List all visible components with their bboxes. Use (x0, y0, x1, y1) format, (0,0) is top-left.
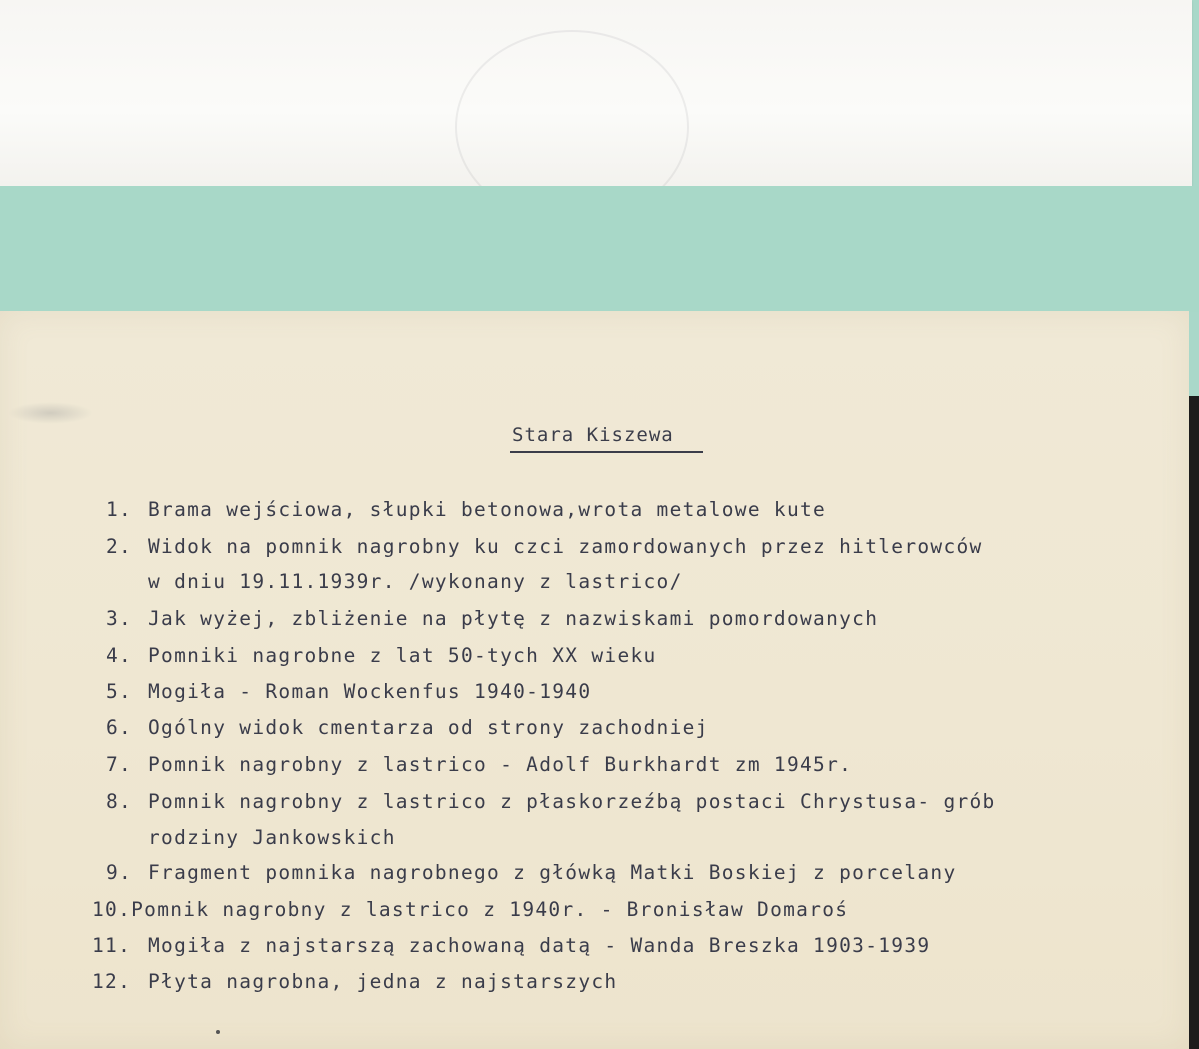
item-text: rodziny Jankowskich (148, 826, 396, 849)
list-item (106, 607, 878, 630)
card-right-edge (1189, 396, 1199, 1049)
list-item (92, 970, 617, 993)
paper-smudge (8, 402, 93, 424)
item-number: 4. (106, 644, 133, 667)
item-number: 1. (106, 498, 133, 521)
item-text: Pomniki nagrobne z lat 50-tych XX wieku (148, 644, 657, 667)
item-number: 6. (106, 716, 133, 739)
list-item (106, 535, 983, 558)
item-text: Ogólny widok cmentarza od strony zachodniej (148, 716, 709, 739)
document-title: Stara Kiszewa (512, 424, 674, 446)
item-number: 9. (106, 861, 133, 884)
list-item (106, 498, 826, 521)
item-text: Pomnik nagrobny z lastrico - Adolf Burkhardt zm 1945r. (148, 753, 853, 776)
stamp-ghost-mark (455, 30, 689, 186)
item-number: 3. (106, 607, 133, 630)
item-number: 7. (106, 753, 133, 776)
list-item (106, 716, 709, 739)
item-text: Brama wejściowa, słupki betonowa,wrota metalowe kute (148, 498, 827, 521)
item-text: Fragment pomnika nagrobnego z główką Matki Boskiej z porcelany (148, 861, 957, 884)
title-underline (510, 451, 703, 453)
list-item-continuation (148, 570, 683, 593)
item-number: 5. (106, 680, 133, 703)
item-text: Mogiła z najstarszą zachowaną datą - Wanda Breszka 1903-1939 (148, 934, 931, 957)
list-item (106, 790, 996, 813)
item-number: 12. (92, 970, 132, 993)
list-item (106, 861, 956, 884)
item-text: Mogiła - Roman Wockenfus 1940-1940 (148, 680, 592, 703)
item-text: Płyta nagrobna, jedna z najstarszych (148, 970, 618, 993)
list-item (92, 934, 930, 957)
list-item (106, 753, 852, 776)
item-text: Pomnik nagrobny z lastrico z 1940r. - Bronisław Domaroś (131, 898, 849, 921)
list-item-continuation (148, 826, 396, 849)
item-text: Pomnik nagrobny z lastrico z płaskorzeźbą postaci Chrystusa- grób (148, 790, 996, 813)
ink-dot (216, 1030, 220, 1034)
item-text: Widok na pomnik nagrobny ku czci zamordowanych przez hitlerowców (148, 535, 983, 558)
list-item (106, 644, 657, 667)
item-number: 2. (106, 535, 133, 558)
list-item (92, 898, 848, 921)
item-number: 8. (106, 790, 133, 813)
item-number: 10. (92, 898, 132, 921)
top-paper-sheet (0, 0, 1192, 186)
background-band (0, 186, 1199, 312)
item-text: w dniu 19.11.1939r. /wykonany z lastrico/ (148, 570, 683, 593)
item-number: 11. (92, 934, 132, 957)
item-text: Jak wyżej, zbliżenie na płytę z nazwiskami pomordowanych (148, 607, 879, 630)
list-item (106, 680, 591, 703)
